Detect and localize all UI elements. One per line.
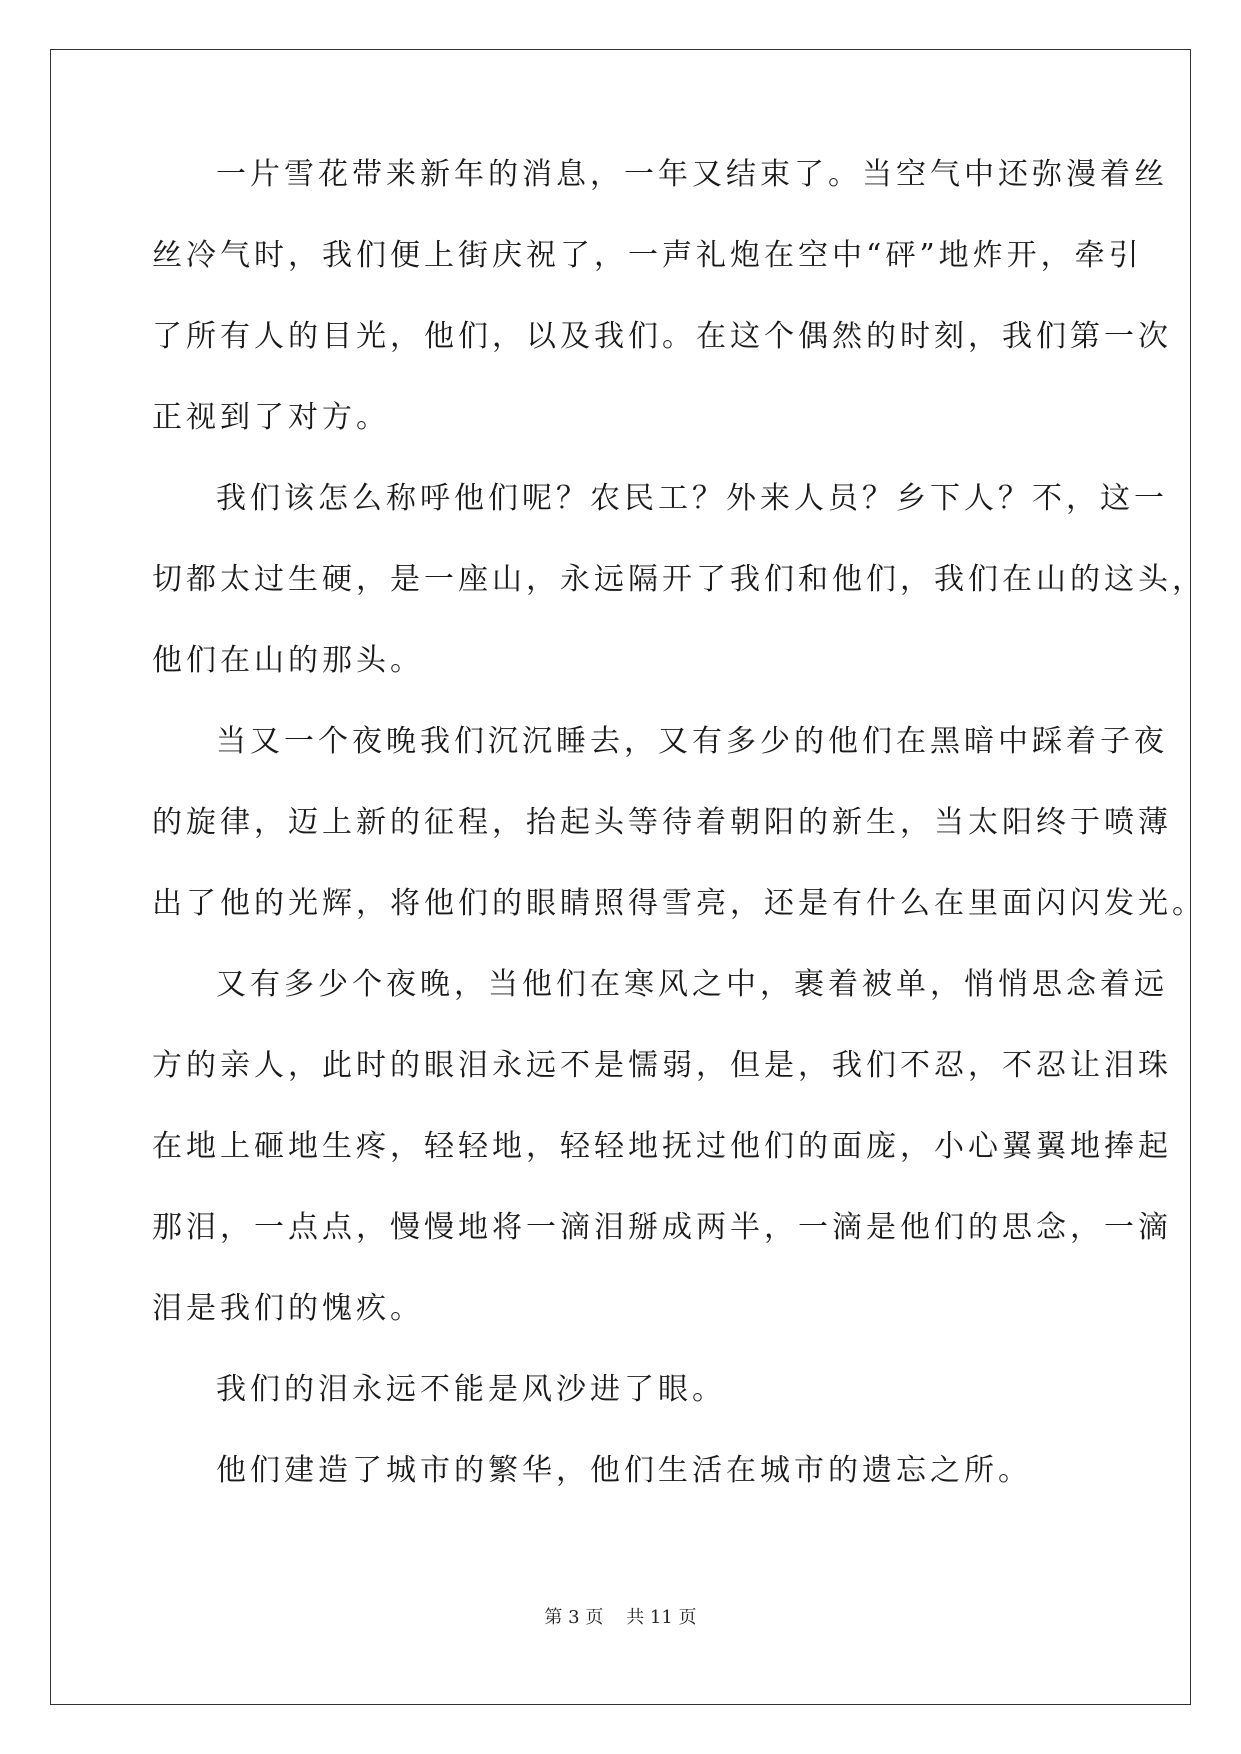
text-line: 泪是我们的愧疚。 — [152, 1291, 424, 1326]
text-line: 丝冷气时，我们便上街庆祝了，一声礼炮在空中“砰”地炸开，牵引 — [152, 238, 1143, 273]
text-line: 正视到了对方。 — [152, 400, 390, 435]
text-line: 又有多少个夜晚，当他们在寒风之中，裹着被单，悄悄思念着远 — [216, 967, 1168, 1002]
document-body — [152, 157, 1206, 1537]
text-line: 的旋律，迈上新的征程，抬起头等待着朝阳的新生，当太阳终于喷薄 — [152, 805, 1172, 840]
text-line: 他们在山的那头。 — [152, 643, 424, 678]
text-line: 我们的泪永远不能是风沙进了眼。 — [216, 1372, 726, 1407]
text-line: 出了他的光辉，将他们的眼睛照得雪亮，还是有什么在里面闪闪发光。 — [152, 886, 1206, 921]
text-line: 那泪，一点点，慢慢地将一滴泪掰成两半，一滴是他们的思念，一滴 — [152, 1210, 1172, 1245]
text-line: 当又一个夜晚我们沉沉睡去，又有多少的他们在黑暗中踩着子夜 — [216, 724, 1168, 759]
page-number-footer: 第 3 页 共 11 页 — [544, 1607, 697, 1628]
text-line: 一片雪花带来新年的消息，一年又结束了。当空气中还弥漫着丝 — [216, 157, 1168, 192]
text-line: 方的亲人，此时的眼泪永远不是懦弱，但是，我们不忍，不忍让泪珠 — [152, 1048, 1172, 1083]
text-line: 他们建造了城市的繁华，他们生活在城市的遗忘之所。 — [216, 1453, 1032, 1488]
text-line: 切都太过生硬，是一座山，永远隔开了我们和他们，我们在山的这头， — [152, 562, 1206, 597]
text-line: 在地上砸地生疼，轻轻地，轻轻地抚过他们的面庞，小心翼翼地捧起 — [152, 1129, 1172, 1164]
text-line: 我们该怎么称呼他们呢？农民工？外来人员？乡下人？不，这一 — [216, 481, 1168, 516]
text-line: 了所有人的目光，他们，以及我们。在这个偶然的时刻，我们第一次 — [152, 319, 1172, 354]
